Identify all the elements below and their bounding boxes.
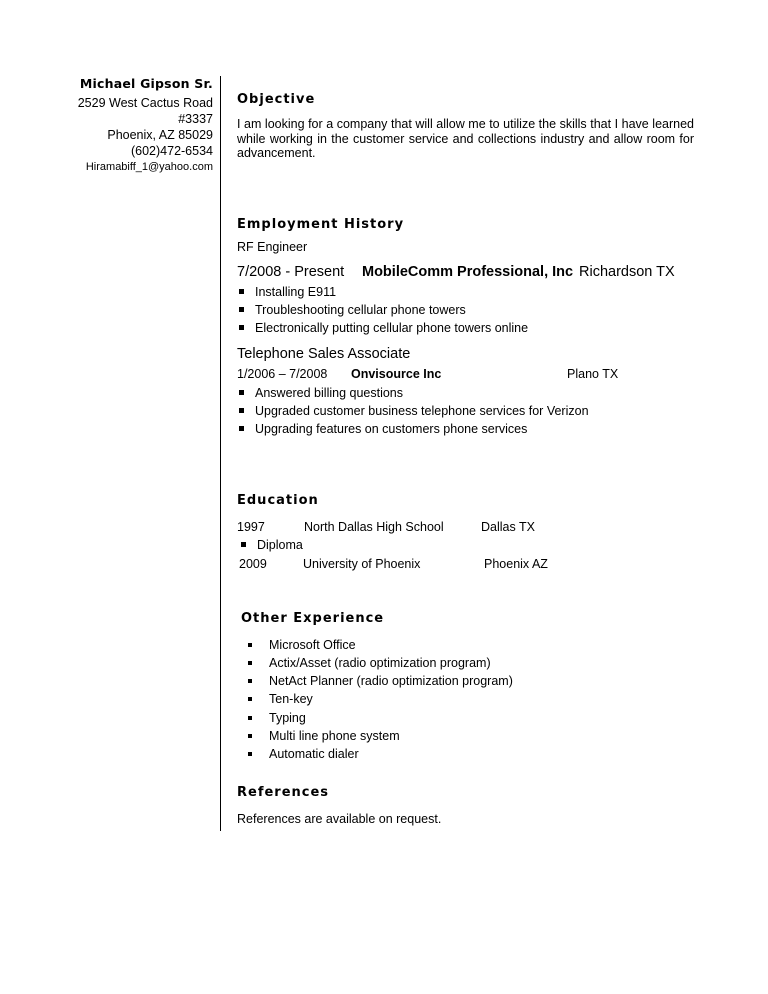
contact-block [78, 76, 213, 175]
edu-1-location: Dallas TX [481, 520, 535, 534]
list-item: Upgrading features on customers phone services [239, 422, 527, 437]
bullet-icon [248, 752, 252, 756]
list-item: Ten-key [248, 692, 313, 707]
other-experience-heading: Other Experience [241, 611, 385, 626]
phone-number: (602)472-6534 [130, 144, 213, 158]
bullet-icon [239, 426, 244, 431]
list-item: NetAct Planner (radio optimization program) [248, 674, 513, 689]
objective-heading: Objective [237, 92, 316, 107]
job-1-position: RF Engineer [237, 240, 308, 254]
list-item: Microsoft Office [248, 638, 356, 653]
bullet-icon [239, 408, 244, 413]
bullet-icon [248, 716, 252, 720]
job-1-dates: 7/2008 - Present [237, 264, 345, 280]
employment-heading: Employment History [237, 217, 405, 232]
edu-2-school: University of Phoenix [303, 557, 421, 571]
list-item: Diploma [241, 538, 303, 553]
list-item: Multi line phone system [248, 729, 400, 744]
address-line-2: #3337 [178, 112, 213, 126]
bullet-icon [248, 679, 252, 683]
edu-1-year: 1997 [237, 520, 265, 534]
bullet-icon [239, 289, 244, 294]
email-address: Hiramabiff_1@yahoo.com [85, 161, 213, 173]
bullet-icon [248, 734, 252, 738]
list-item: Automatic dialer [248, 747, 359, 762]
bullet-icon [248, 643, 252, 647]
list-item: Actix/Asset (radio optimization program) [248, 656, 491, 671]
job-1-company: MobileComm Professional, Inc [362, 264, 574, 280]
job-2-dates: 1/2006 – 7/2008 [237, 367, 328, 381]
edu-2-location: Phoenix AZ [484, 557, 548, 571]
list-item: Typing [248, 711, 306, 726]
column-divider [220, 76, 221, 831]
bullet-icon [248, 661, 252, 665]
bullet-icon [248, 697, 252, 701]
bullet-icon [239, 325, 244, 330]
list-item: Answered billing questions [239, 386, 403, 401]
city-state-zip: Phoenix, AZ 85029 [107, 128, 213, 142]
list-item: Installing E911 [239, 285, 336, 300]
list-item: Electronically putting cellular phone towers online [239, 321, 528, 336]
list-item: Troubleshooting cellular phone towers [239, 303, 466, 318]
job-1-location: Richardson TX [579, 264, 675, 280]
job-2-location: Plano TX [567, 367, 619, 381]
address-line-1: 2529 West Cactus Road [77, 96, 213, 110]
references-heading: References [237, 785, 330, 800]
bullet-icon [241, 542, 246, 547]
list-item: Upgraded customer business telephone services for Verizon [239, 404, 589, 419]
job-2-position: Telephone Sales Associate [237, 346, 411, 362]
references-text: References are available on request. [237, 812, 442, 826]
edu-1-school: North Dallas High School [304, 520, 444, 534]
bullet-icon [239, 307, 244, 312]
bullet-icon [239, 390, 244, 395]
education-heading: Education [237, 493, 319, 508]
job-2-company: Onvisource Inc [351, 367, 442, 381]
candidate-name: Michael Gipson Sr. [79, 76, 213, 91]
edu-2-year: 2009 [239, 557, 267, 571]
objective-text: I am looking for a company that will allow me to utilize the skills that I have learned while working in the customer service and collections industry and allow room for advancement. [237, 117, 694, 160]
